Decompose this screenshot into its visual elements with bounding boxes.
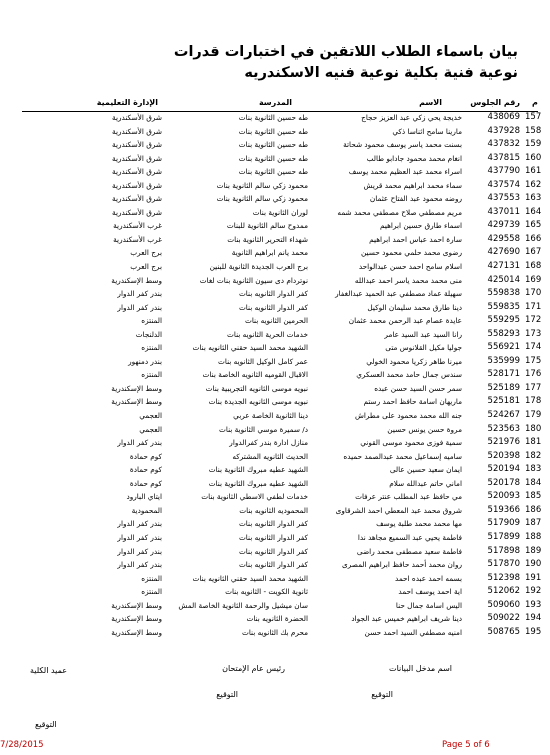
school-name: دينا الثانوية الخاصة عربي xyxy=(233,411,308,421)
footer-signature-3: التوقيع xyxy=(35,720,57,729)
footer-data-entry: اسم مدخل البيانات xyxy=(389,664,452,673)
seat-number: 535999 xyxy=(487,355,520,366)
seat-number: 521976 xyxy=(487,437,520,448)
student-name: مارينا سامح اثناسا ذكي xyxy=(392,126,462,136)
seat-number: 425014 xyxy=(487,274,520,285)
education-administration: بندر كفر الدوار xyxy=(117,546,162,556)
seat-number: 523563 xyxy=(487,423,520,434)
student-name: ميرنا طاهر زكريا محمود الخولي xyxy=(366,356,462,366)
seat-number: 437553 xyxy=(487,193,520,204)
education-administration: بندر كفر الدوار xyxy=(117,438,162,448)
student-name: جوليا مكيل القلانوس متى xyxy=(385,343,462,353)
row-number: 186 xyxy=(525,504,542,515)
row-number: 166 xyxy=(525,233,542,244)
student-name: رضوى محمد حلمي محمود حسين xyxy=(360,248,462,258)
education-administration: شرق الأسكندرية xyxy=(112,207,162,217)
row-number: 165 xyxy=(525,220,542,231)
seat-number: 517909 xyxy=(487,518,520,529)
seat-number: 512398 xyxy=(487,572,520,583)
school-name: نوتردام دى سيون الثانوية بنات لغات xyxy=(199,275,308,285)
education-administration: بندر كفر الدوار xyxy=(117,560,162,570)
seat-number: 524267 xyxy=(487,410,520,421)
table-row xyxy=(0,599,550,613)
student-name: اسلام سامح احمد حسن عبدالواحد xyxy=(358,262,462,272)
student-name: بسمه احمد عبده احمد xyxy=(394,573,462,583)
seat-number: 519366 xyxy=(487,504,520,515)
seat-number: 427131 xyxy=(487,261,520,272)
student-name: اليس اسامة جمال حنا xyxy=(395,600,462,610)
table-row xyxy=(0,436,550,450)
education-administration: شرق الأسكندرية xyxy=(112,153,162,163)
school-name: شهداء التحرير الثانوية بنات xyxy=(227,234,308,244)
school-name: خدمات لطفي الاسطي الثانوية بنات xyxy=(201,492,308,502)
education-administration: بندر كفر الدوار xyxy=(117,302,162,312)
seat-number: 437832 xyxy=(487,139,520,150)
student-name: امنيه مصطفي السيد احمد حسن xyxy=(364,627,462,637)
education-administration: وسط الإسكندرية xyxy=(111,627,162,637)
table-row xyxy=(0,111,550,125)
school-name: طه حسين الثانوية بنات xyxy=(238,153,308,163)
school-name: الحديث الثانويه المشتركه xyxy=(232,451,308,461)
school-name: منازل ادارة بندر كفرالدوار xyxy=(229,438,308,448)
education-administration: شرق الأسكندرية xyxy=(112,194,162,204)
school-name: طه حسين الثانوية بنات xyxy=(238,140,308,150)
education-administration: كوم حمادة xyxy=(129,465,162,475)
table-row xyxy=(0,626,550,640)
student-name: اية احمد يوسف احمد xyxy=(398,587,462,597)
education-administration: كوم حمادة xyxy=(129,451,162,461)
school-name: محمود زكي سالم الثانوية بنات xyxy=(216,180,308,190)
row-number: 172 xyxy=(525,315,542,326)
footer-signature-2: التوقيع xyxy=(216,690,238,699)
school-name: كفر الدوار الثانويه بنات xyxy=(238,532,308,542)
seat-number: 437928 xyxy=(487,125,520,136)
school-name: كفر الدوار الثانويه بنات xyxy=(238,546,308,556)
seat-number: 437815 xyxy=(487,152,520,163)
row-number: 157 xyxy=(525,112,542,122)
page-number: Page 5 of 6 xyxy=(442,740,490,750)
table-row xyxy=(0,287,550,301)
table-row xyxy=(0,558,550,572)
seat-number: 509060 xyxy=(487,599,520,610)
row-number: 187 xyxy=(525,518,542,529)
row-number: 188 xyxy=(525,531,542,542)
education-administration: وسط الإسكندرية xyxy=(111,614,162,624)
seat-number: 512062 xyxy=(487,586,520,597)
student-name: انغام محمد محمود جادابو طالب xyxy=(366,153,462,163)
seat-number: 528171 xyxy=(487,369,520,380)
print-date: 7/28/2015 xyxy=(0,740,44,750)
student-name: سماء محمد ابراهيم محمد قريش xyxy=(363,180,462,190)
education-administration: المنتزه xyxy=(141,316,162,326)
education-administration: بندر دمنهور xyxy=(128,356,162,366)
table-row xyxy=(0,395,550,409)
school-name: الحرمين الثانويه بنات xyxy=(244,316,308,326)
row-number: 158 xyxy=(525,125,542,136)
footer-dean: عميد الكلية xyxy=(30,666,67,675)
education-administration: غرب الأسكندرية xyxy=(113,234,162,244)
row-number: 190 xyxy=(525,559,542,570)
education-administration: شرق الأسكندرية xyxy=(112,126,162,136)
education-administration: كوم حمادة xyxy=(129,478,162,488)
students-table xyxy=(0,111,550,639)
table-row xyxy=(0,409,550,423)
table-row xyxy=(0,152,550,166)
table-row xyxy=(0,260,550,274)
school-name: الشهيد عطيه مبروك الثانوية بنات xyxy=(208,478,308,488)
row-number: 170 xyxy=(525,288,542,299)
row-number: 171 xyxy=(525,301,542,312)
school-name: نبويه موسى الثانويه التجريبية بنات xyxy=(205,383,308,393)
student-name: سمر حسن السيد حسن عبده xyxy=(374,383,462,393)
table-row xyxy=(0,423,550,437)
education-administration: المنتزه xyxy=(141,370,162,380)
table-row xyxy=(0,612,550,626)
table-row xyxy=(0,165,550,179)
table-row xyxy=(0,517,550,531)
student-name: فاطمة سعيد مصطفى محمد راضى xyxy=(356,546,462,556)
table-row xyxy=(0,572,550,586)
school-name: نبويه موسى الثانويه الجديدة بنات xyxy=(208,397,308,407)
student-name: ماريهان اسامة حافظ احمد رستم xyxy=(363,397,462,407)
education-administration: شرق الأسكندرية xyxy=(112,180,162,190)
row-number: 183 xyxy=(525,464,542,475)
education-administration: شرق الأسكندرية xyxy=(112,113,162,122)
school-name: الشهيد محمد السيد حقني الثانويه بنات xyxy=(192,343,308,353)
education-administration: وسط الإسكندرية xyxy=(111,275,162,285)
student-name: خديجة يحي زكي عبد العزيز حجاج xyxy=(361,113,462,122)
table-row xyxy=(0,328,550,342)
row-number: 178 xyxy=(525,396,542,407)
school-name: ممدوح سالم الثانوية للبنات xyxy=(226,221,308,231)
education-administration: المحمودية xyxy=(131,505,162,515)
footer-exam-head: رئيس عام الإمتحان xyxy=(222,664,285,673)
student-name: رانا السيد عبد السيد عامر xyxy=(384,329,462,339)
education-administration: العجمي xyxy=(139,411,162,421)
header-name: الاسم xyxy=(419,98,442,107)
row-number: 161 xyxy=(525,166,542,177)
student-name: جنه الله محمد محمود على مطراش xyxy=(354,411,462,421)
seat-number: 556921 xyxy=(487,342,520,353)
education-administration: غرب الأسكندرية xyxy=(113,221,162,231)
seat-number: 525189 xyxy=(487,382,520,393)
seat-number: 437574 xyxy=(487,179,520,190)
student-name: دينا شريف ابراهيم خميس عبد الجواد xyxy=(351,614,462,624)
student-name: فاطمة يحيي عبد السميع مجاهد ندا xyxy=(357,532,462,542)
seat-number: 559838 xyxy=(487,288,520,299)
table-row xyxy=(0,274,550,288)
education-administration: العجمي xyxy=(139,424,162,434)
seat-number: 517870 xyxy=(487,559,520,570)
student-name: مريم مصطفي صلاح مصطفي محمد شمه xyxy=(337,207,462,217)
row-number: 177 xyxy=(525,382,542,393)
row-number: 162 xyxy=(525,179,542,190)
table-row xyxy=(0,246,550,260)
row-number: 169 xyxy=(525,274,542,285)
seat-number: 427690 xyxy=(487,247,520,258)
table-row xyxy=(0,314,550,328)
student-name: ساميه إسماعيل محمد عبدالصمد حميده xyxy=(343,451,462,461)
school-name: طه حسين الثانوية بنات xyxy=(238,126,308,136)
row-number: 192 xyxy=(525,586,542,597)
row-number: 164 xyxy=(525,206,542,217)
school-name: كفر الدوار الثانويه بنات xyxy=(238,289,308,299)
school-name: الشهيد محمد السيد حقني الثانويه بنات xyxy=(192,573,308,583)
education-administration: ايتاي البارود xyxy=(126,492,162,502)
school-name: الحضرة الثانويه بنات xyxy=(246,614,308,624)
title-line-1: بيان باسماء الطلاب اللاتقين في اختبارات قدرات xyxy=(173,44,518,60)
student-name: سمية فوزى محمود موسى القوني xyxy=(360,438,462,448)
education-administration: الدلنجات xyxy=(135,329,162,339)
table-row xyxy=(0,477,550,491)
seat-number: 520194 xyxy=(487,464,520,475)
row-number: 191 xyxy=(525,572,542,583)
school-name: د/ سميرة موسي الثانوية بنات xyxy=(219,424,308,434)
student-name: عايدة عصام عبد الرحمن محمد عثمان xyxy=(348,316,462,326)
table-row xyxy=(0,545,550,559)
table-row xyxy=(0,301,550,315)
school-name: محمد يانم ابراهيم الثانوية xyxy=(231,248,308,258)
student-name: ايمان سعيد حسين عالى xyxy=(389,465,462,475)
school-name: الشهيد عطيه مبروك الثانوية بنات xyxy=(208,465,308,475)
school-name: عمر كامل الوكيل الثانويه بنات xyxy=(218,356,308,366)
student-name: سهيلة عماد مصطفي عبد الحميد عبدالغفار xyxy=(335,289,462,299)
row-number: 182 xyxy=(525,450,542,461)
table-row xyxy=(0,179,550,193)
seat-number: 520398 xyxy=(487,450,520,461)
student-name: سندس جمال حامد محمد العسكري xyxy=(356,370,462,380)
row-number: 167 xyxy=(525,247,542,258)
school-name: ثانوية الكويت - الثانويه بنات xyxy=(225,587,308,597)
education-administration: شرق الأسكندرية xyxy=(112,140,162,150)
seat-number: 509022 xyxy=(487,613,520,624)
school-name: محرم بك الثانويه بنات xyxy=(241,627,308,637)
student-name: مي حافظ عبد المطلب عنتر عرفات xyxy=(355,492,462,502)
footer-signature-1: التوقيع xyxy=(371,690,393,699)
table-row xyxy=(0,341,550,355)
education-administration: بندر كفر الدوار xyxy=(117,519,162,529)
table-row xyxy=(0,490,550,504)
school-name: برج العرب الجديدة الثانوية للبنين xyxy=(209,262,308,272)
student-name: روان محمد أحمد حافظ ابراهيم المصرى xyxy=(342,560,462,570)
education-administration: بندر كفر الدوار xyxy=(117,532,162,542)
education-administration: المنتزه xyxy=(141,573,162,583)
education-administration: شرق الأسكندرية xyxy=(112,167,162,177)
student-name: سارة احمد عباس احمد ابراهيم xyxy=(369,234,462,244)
student-name: اسماء طارق حسين ابراهيم xyxy=(380,221,462,231)
seat-number: 558293 xyxy=(487,328,520,339)
seat-number: 429558 xyxy=(487,233,520,244)
row-number: 185 xyxy=(525,491,542,502)
row-number: 168 xyxy=(525,261,542,272)
row-number: 195 xyxy=(525,626,542,637)
row-number: 181 xyxy=(525,437,542,448)
school-name: محمود زكي سالم الثانوية بنات xyxy=(216,194,308,204)
row-number: 160 xyxy=(525,152,542,163)
table-row xyxy=(0,233,550,247)
seat-number: 437011 xyxy=(487,206,520,217)
table-row xyxy=(0,450,550,464)
table-row xyxy=(0,138,550,152)
table-row xyxy=(0,585,550,599)
student-name: مها محمد محمد طلبة يوسف xyxy=(376,519,462,529)
education-administration: المنتزه xyxy=(141,587,162,597)
row-number: 159 xyxy=(525,139,542,150)
table-row xyxy=(0,219,550,233)
header-admin: الإدارة التعليمية xyxy=(96,98,158,107)
education-administration: بندر كفر الدوار xyxy=(117,289,162,299)
education-administration: وسط الإسكندرية xyxy=(111,600,162,610)
student-name: روضه محمود عبد الفتاح عثمان xyxy=(369,194,462,204)
row-number: 184 xyxy=(525,477,542,488)
row-number: 173 xyxy=(525,328,542,339)
table-row xyxy=(0,125,550,139)
student-name: مروة حسن يونس حسين xyxy=(387,424,462,434)
seat-number: 520178 xyxy=(487,477,520,488)
education-administration: برج العرب xyxy=(130,248,162,258)
table-row xyxy=(0,206,550,220)
table-row xyxy=(0,355,550,369)
row-number: 194 xyxy=(525,613,542,624)
row-number: 193 xyxy=(525,599,542,610)
header-seat: رقم الجلوس xyxy=(470,98,520,107)
row-number: 175 xyxy=(525,355,542,366)
education-administration: وسط الإسكندرية xyxy=(111,383,162,393)
school-name: كفر الدوار الثانويه بنات xyxy=(238,302,308,312)
table-row xyxy=(0,368,550,382)
school-name: خدمات الحرية الثانويه بنات xyxy=(227,329,308,339)
header-m: م xyxy=(532,98,538,107)
seat-number: 517899 xyxy=(487,531,520,542)
seat-number: 438069 xyxy=(487,112,520,122)
table-row xyxy=(0,463,550,477)
seat-number: 559835 xyxy=(487,301,520,312)
row-number: 189 xyxy=(525,545,542,556)
school-name: لوران الثانوية بنات xyxy=(252,207,308,217)
seat-number: 429739 xyxy=(487,220,520,231)
seat-number: 508765 xyxy=(487,626,520,637)
seat-number: 437790 xyxy=(487,166,520,177)
seat-number: 520093 xyxy=(487,491,520,502)
student-name: اسراء محمد عبد العظيم محمد يوسف xyxy=(348,167,462,177)
row-number: 174 xyxy=(525,342,542,353)
student-name: بسنت محمد ياسر يوسف محمود شحاتة xyxy=(343,140,462,150)
row-number: 163 xyxy=(525,193,542,204)
school-name: طه حسين الثانوية بنات xyxy=(238,113,308,122)
seat-number: 525181 xyxy=(487,396,520,407)
school-name: كفر الدوار الثانويه بنات xyxy=(238,519,308,529)
school-name: كفر الدوار الثانويه بنات xyxy=(238,560,308,570)
school-name: سان ميشيل والرحمة الثانوية الخاصة المش xyxy=(178,600,308,610)
education-administration: المنتزه xyxy=(141,343,162,353)
table-row xyxy=(0,382,550,396)
seat-number: 517898 xyxy=(487,545,520,556)
row-number: 180 xyxy=(525,423,542,434)
school-name: طه حسين الثانوية بنات xyxy=(238,167,308,177)
student-name: دينا طارق محمد سليمان الوكيل xyxy=(367,302,462,312)
education-administration: برج العرب xyxy=(130,262,162,272)
education-administration: وسط الإسكندرية xyxy=(111,397,162,407)
school-name: المحموديه الثانويه بنات xyxy=(239,505,308,515)
header-school: المدرسة xyxy=(258,98,292,107)
seat-number: 559295 xyxy=(487,315,520,326)
title-line-2: نوعية فنية بكلية نوعية فنيه الاسكندريه xyxy=(244,65,518,81)
student-name: شروق محمد عبد المعطي احمد الشرقاوى xyxy=(335,505,462,515)
row-number: 176 xyxy=(525,369,542,380)
table-row xyxy=(0,192,550,206)
table-row xyxy=(0,531,550,545)
school-name: الاقبال القوميه الثانويه الخاصة بنات xyxy=(202,370,308,380)
table-row xyxy=(0,504,550,518)
student-name: منى محمد محمد ياسر احمد عبدالله xyxy=(354,275,462,285)
student-name: اماني حاتم عبدالله سلام xyxy=(389,478,462,488)
row-number: 179 xyxy=(525,410,542,421)
